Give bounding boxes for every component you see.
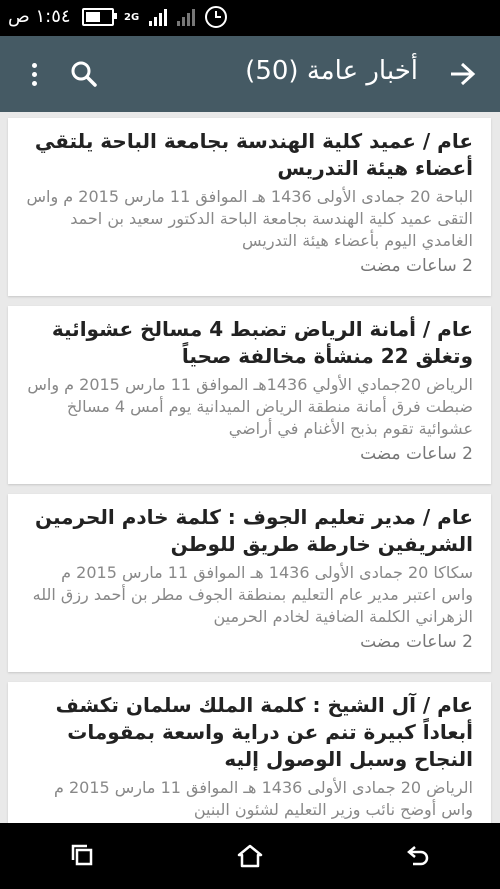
news-headline: عام / أمانة الرياض تضبط 4 مسالخ عشوائية وتغلق 22 منشأة مخالفة صحياً: [51, 317, 473, 368]
status-bar: [0, 0, 500, 36]
recent-apps-button[interactable]: [63, 836, 103, 876]
news-card[interactable]: [8, 306, 491, 484]
news-excerpt: الرياض 20جمادي الأولي 1436هـ الموافق 11 مارس 2015 م واس ضبطت فرق أمانة منطقة الرياض الميدانية يوم أمس 4 مسالخ عشوائية تقوم بذبح الأغنام في أراضي: [27, 375, 473, 438]
news-time: 2 ساعات مضت: [360, 444, 473, 464]
news-time: 2 ساعات مضت: [360, 256, 473, 276]
news-headline: عام / عميد كلية الهندسة بجامعة الباحة يلتقي أعضاء هيئة التدريس: [34, 129, 473, 180]
status-icons: [82, 6, 227, 28]
navigation-bar: [0, 823, 500, 889]
news-card[interactable]: [8, 118, 491, 296]
search-icon[interactable]: [70, 60, 98, 88]
news-headline: عام / مدير تعليم الجوف : كلمة خادم الحرمين الشريفين خارطة طريق للوطن: [34, 505, 473, 556]
battery-icon: [82, 8, 114, 26]
news-excerpt: سكاكا 20 جمادى الأولى 1436 هـ الموافق 11 مارس 2015 م واس اعتبر مدير عام التعليم بمنطقة الجوف مطر بن أحمد رزق الله الزهراني الكلمة الضافية لخادم الحرمين: [32, 563, 473, 626]
back-button[interactable]: [397, 836, 437, 876]
back-arrow-icon[interactable]: [448, 60, 476, 88]
news-card[interactable]: [8, 682, 491, 842]
news-headline: عام / آل الشيخ : كلمة الملك سلمان تكشف أبعاداً كبيرة تنم عن دراية واسعة بمقومات النجاح وسبل الوصول إليه: [55, 693, 473, 771]
news-excerpt: الباحة 20 جمادى الأولى 1436 هـ الموافق 11 مارس 2015 م واس التقى عميد كلية الهندسة بجامعة الباحة الدكتور سعيد بن احمد الغامدي اليوم بأعضاء هيئة التدريس: [26, 187, 473, 250]
network-type-icon: 2G: [124, 11, 140, 23]
home-icon: [236, 842, 264, 870]
app-bar: [0, 36, 500, 112]
alarm-icon: [205, 6, 227, 28]
news-time: 2 ساعات مضت: [360, 632, 473, 652]
news-card[interactable]: [8, 494, 491, 672]
recent-apps-icon: [69, 842, 97, 870]
signal-2-icon: [177, 8, 195, 26]
signal-icon: [149, 8, 167, 26]
home-button[interactable]: [230, 836, 270, 876]
back-icon: [403, 842, 431, 870]
page-title: أخبار عامة (50): [245, 56, 418, 86]
news-excerpt: الرياض 20 جمادى الأولى 1436 هـ الموافق 11 مارس 2015 م واس أوضح نائب وزير التعليم لشئون البنين: [53, 778, 473, 819]
status-time: ١:٥٤ ص: [8, 6, 71, 27]
more-options-icon[interactable]: [20, 60, 48, 88]
